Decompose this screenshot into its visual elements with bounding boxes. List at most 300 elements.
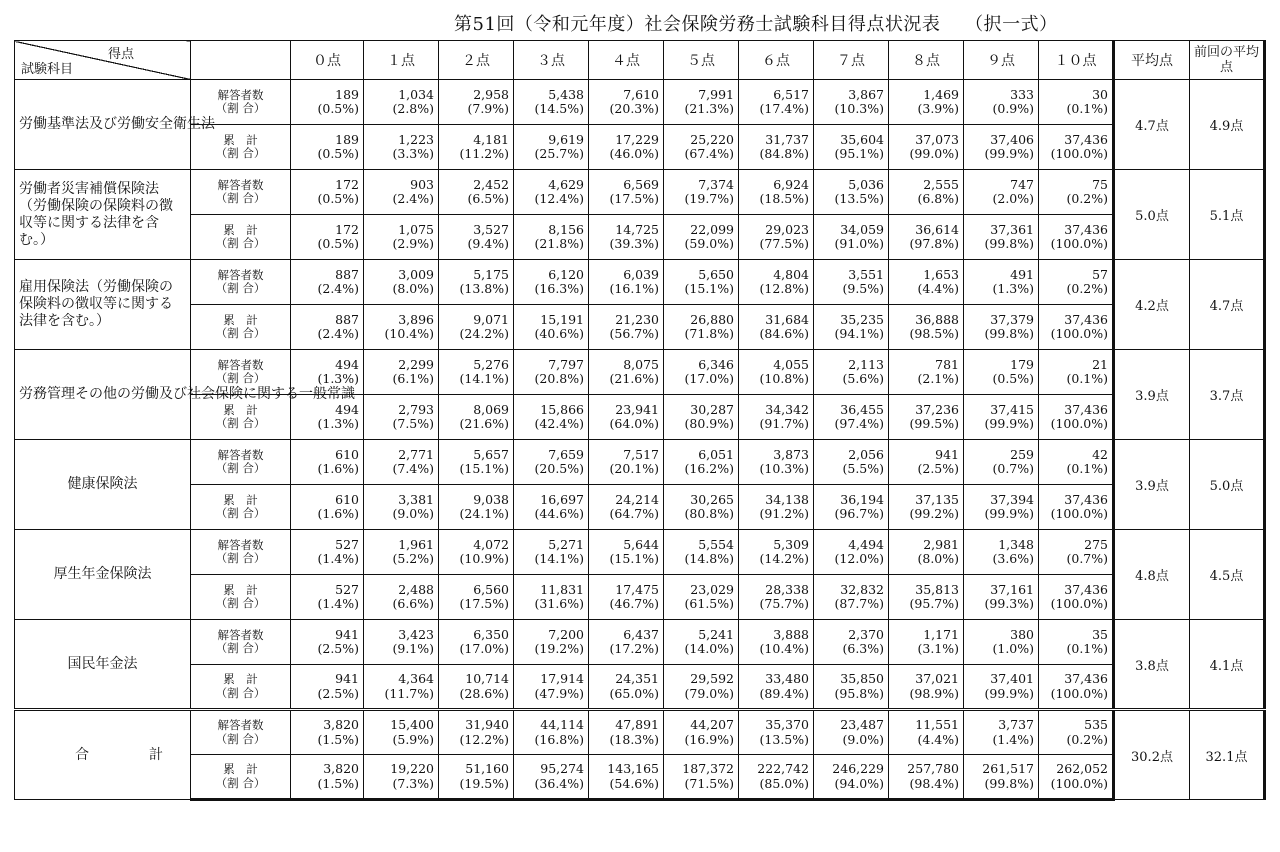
count-cell bbox=[964, 530, 1039, 575]
row-type-label bbox=[191, 305, 291, 350]
count-value: 6,569 bbox=[623, 176, 659, 192]
count-cell bbox=[364, 305, 439, 350]
percent-value: (12.4%) bbox=[534, 191, 584, 206]
count-value: 4,364 bbox=[398, 671, 434, 686]
count-cell bbox=[814, 260, 889, 305]
percent-value: (17.4%) bbox=[759, 101, 809, 116]
count-value: 37,436 bbox=[1064, 311, 1108, 327]
count-value: 2,555 bbox=[923, 176, 959, 192]
count-value: 3,867 bbox=[848, 86, 884, 102]
percent-value: (98.9%) bbox=[909, 685, 959, 701]
row-type-line: 解答者数 bbox=[217, 718, 264, 732]
percent-value: (99.8%) bbox=[984, 326, 1034, 341]
count-cell bbox=[514, 710, 589, 755]
percent-value: (5.9%) bbox=[392, 731, 434, 747]
count-value: 37,436 bbox=[1064, 491, 1108, 507]
count-cell bbox=[514, 350, 589, 395]
count-cell bbox=[814, 125, 889, 170]
percent-value: (10.8%) bbox=[759, 371, 809, 386]
percent-value: (85.0%) bbox=[759, 775, 809, 791]
count-cell bbox=[814, 305, 889, 350]
percent-value: (1.4%) bbox=[317, 596, 359, 611]
count-value: 36,455 bbox=[840, 401, 884, 417]
count-value: 1,469 bbox=[923, 86, 959, 102]
count-cell bbox=[514, 755, 589, 800]
count-value: 5,036 bbox=[848, 176, 884, 192]
count-cell bbox=[964, 125, 1039, 170]
count-cell bbox=[964, 485, 1039, 530]
count-cell bbox=[889, 170, 964, 215]
percent-value: (2.1%) bbox=[917, 371, 959, 386]
count-cell bbox=[1039, 170, 1114, 215]
average-value: 4.8点 bbox=[1114, 530, 1190, 620]
score-col-header: ７点 bbox=[814, 41, 889, 80]
count-cell bbox=[514, 170, 589, 215]
count-value: 31,737 bbox=[765, 131, 809, 147]
count-value: 941 bbox=[335, 671, 359, 686]
previous-average-value: 4.1点 bbox=[1190, 620, 1265, 710]
percent-value: (6.3%) bbox=[842, 641, 884, 656]
row-label-header bbox=[191, 41, 291, 80]
percent-value: (11.2%) bbox=[459, 146, 509, 161]
row-type-line: 累 計 bbox=[223, 762, 258, 776]
count-cell bbox=[364, 575, 439, 620]
count-cell bbox=[291, 710, 364, 755]
count-value: 261,517 bbox=[982, 761, 1034, 776]
percent-value: (0.5%) bbox=[317, 191, 359, 206]
score-col-header: ８点 bbox=[889, 41, 964, 80]
count-value: 28,338 bbox=[765, 581, 809, 597]
average-value: 3.9点 bbox=[1114, 440, 1190, 530]
count-value: 4,494 bbox=[848, 536, 884, 552]
count-value: 30 bbox=[1092, 86, 1108, 102]
count-cell bbox=[514, 530, 589, 575]
count-value: 2,488 bbox=[398, 581, 434, 597]
count-value: 275 bbox=[1084, 536, 1108, 552]
percent-value: (56.7%) bbox=[609, 326, 659, 341]
count-value: 33,480 bbox=[765, 671, 809, 686]
percent-value: (16.1%) bbox=[609, 281, 659, 296]
count-cell bbox=[814, 170, 889, 215]
subject-name: 雇用保険法（労働保険の保険料の徴収等に関する法律を含む。） bbox=[15, 260, 191, 350]
count-value: 257,780 bbox=[907, 761, 959, 776]
count-cell bbox=[364, 530, 439, 575]
count-cell bbox=[514, 305, 589, 350]
average-value: 4.7点 bbox=[1114, 80, 1190, 170]
count-value: 1,171 bbox=[923, 626, 959, 642]
count-cell bbox=[889, 755, 964, 800]
percent-value: (3.9%) bbox=[917, 101, 959, 116]
percent-value: (99.0%) bbox=[909, 146, 959, 161]
count-value: 4,804 bbox=[773, 266, 809, 282]
count-value: 17,475 bbox=[615, 581, 659, 597]
subject-name: 国民年金法 bbox=[15, 620, 191, 710]
count-value: 5,657 bbox=[473, 446, 509, 462]
score-header-label: 得点 bbox=[107, 47, 134, 62]
count-cell bbox=[739, 125, 814, 170]
percent-value: (18.3%) bbox=[609, 731, 659, 747]
count-value: 5,650 bbox=[698, 266, 734, 282]
count-cell bbox=[739, 620, 814, 665]
count-value: 941 bbox=[935, 446, 959, 462]
percent-value: (36.4%) bbox=[534, 775, 584, 791]
count-cell bbox=[964, 710, 1039, 755]
count-value: 31,940 bbox=[465, 717, 509, 732]
count-value: 36,888 bbox=[915, 311, 959, 327]
count-cell bbox=[964, 440, 1039, 485]
count-cell bbox=[589, 485, 664, 530]
count-value: 32,832 bbox=[840, 581, 884, 597]
count-cell bbox=[664, 80, 739, 125]
percent-value: (16.8%) bbox=[534, 731, 584, 747]
count-cell bbox=[364, 755, 439, 800]
percent-value: (0.5%) bbox=[317, 101, 359, 116]
percent-value: (91.2%) bbox=[759, 506, 809, 521]
percent-value: (14.5%) bbox=[534, 101, 584, 116]
row-type-line: （割 合） bbox=[215, 236, 266, 250]
count-cell bbox=[291, 260, 364, 305]
count-cell bbox=[814, 530, 889, 575]
percent-value: (12.2%) bbox=[459, 731, 509, 747]
count-cell bbox=[589, 305, 664, 350]
percent-value: (1.0%) bbox=[992, 641, 1034, 656]
percent-value: (67.4%) bbox=[684, 146, 734, 161]
percent-value: (0.7%) bbox=[992, 461, 1034, 476]
percent-value: (99.9%) bbox=[984, 506, 1034, 521]
count-cell bbox=[739, 305, 814, 350]
percent-value: (98.5%) bbox=[909, 326, 959, 341]
count-cell bbox=[514, 395, 589, 440]
percent-value: (59.0%) bbox=[684, 236, 734, 251]
count-value: 1,075 bbox=[398, 221, 434, 237]
count-value: 887 bbox=[335, 266, 359, 282]
count-cell bbox=[364, 215, 439, 260]
row-type-line: 累 計 bbox=[223, 312, 258, 327]
percent-value: (12.8%) bbox=[759, 281, 809, 296]
percent-value: (7.4%) bbox=[392, 461, 434, 476]
cumulative-row bbox=[15, 575, 1265, 620]
count-value: 527 bbox=[335, 581, 359, 597]
count-cell bbox=[589, 260, 664, 305]
percent-value: (0.2%) bbox=[1066, 731, 1108, 747]
percent-value: (100.0%) bbox=[1050, 506, 1108, 521]
row-type-line: 解答者数 bbox=[217, 357, 264, 372]
percent-value: (97.4%) bbox=[834, 416, 884, 431]
count-value: 1,034 bbox=[398, 86, 434, 102]
count-cell bbox=[514, 575, 589, 620]
count-value: 3,737 bbox=[998, 717, 1034, 732]
count-cell bbox=[439, 395, 514, 440]
count-value: 7,797 bbox=[548, 356, 584, 372]
percent-value: (4.4%) bbox=[917, 281, 959, 296]
count-value: 4,629 bbox=[548, 176, 584, 192]
count-cell bbox=[291, 485, 364, 530]
percent-value: (44.6%) bbox=[534, 506, 584, 521]
percent-value: (17.5%) bbox=[459, 596, 509, 611]
count-cell bbox=[739, 755, 814, 800]
count-value: 2,958 bbox=[473, 86, 509, 102]
count-value: 34,059 bbox=[840, 221, 884, 237]
count-cell bbox=[739, 395, 814, 440]
count-cell bbox=[364, 440, 439, 485]
count-value: 37,401 bbox=[990, 671, 1034, 686]
count-value: 21,230 bbox=[615, 311, 659, 327]
score-col-header: １０点 bbox=[1039, 41, 1114, 80]
previous-average-value: 3.7点 bbox=[1190, 350, 1265, 440]
percent-value: (84.6%) bbox=[759, 326, 809, 341]
count-value: 16,697 bbox=[540, 491, 584, 507]
count-cell bbox=[589, 575, 664, 620]
count-value: 172 bbox=[335, 176, 359, 192]
count-value: 5,554 bbox=[698, 536, 734, 552]
count-value: 3,551 bbox=[848, 266, 884, 282]
percent-value: (16.2%) bbox=[684, 461, 734, 476]
row-type-line: （割 合） bbox=[215, 416, 266, 430]
count-cell bbox=[364, 485, 439, 530]
count-value: 903 bbox=[410, 176, 434, 192]
count-cell bbox=[1039, 440, 1114, 485]
average-value: 4.2点 bbox=[1114, 260, 1190, 350]
count-cell bbox=[964, 170, 1039, 215]
count-value: 6,120 bbox=[548, 266, 584, 282]
count-cell bbox=[514, 665, 589, 710]
percent-value: (12.0%) bbox=[834, 551, 884, 566]
percent-value: (2.4%) bbox=[317, 281, 359, 296]
count-cell bbox=[739, 170, 814, 215]
count-value: 29,592 bbox=[690, 671, 734, 686]
percent-value: (1.4%) bbox=[317, 551, 359, 566]
percent-value: (80.8%) bbox=[684, 506, 734, 521]
percent-value: (89.4%) bbox=[759, 685, 809, 701]
count-cell bbox=[589, 530, 664, 575]
percent-value: (71.5%) bbox=[684, 775, 734, 791]
percent-value: (0.1%) bbox=[1066, 641, 1108, 656]
count-value: 535 bbox=[1084, 717, 1108, 732]
count-value: 15,191 bbox=[540, 311, 584, 327]
count-value: 8,075 bbox=[623, 356, 659, 372]
count-cell bbox=[291, 125, 364, 170]
percent-value: (15.1%) bbox=[684, 281, 734, 296]
count-cell bbox=[514, 260, 589, 305]
count-value: 5,438 bbox=[548, 86, 584, 102]
percent-value: (14.0%) bbox=[684, 641, 734, 656]
count-cell bbox=[889, 215, 964, 260]
count-cell bbox=[739, 215, 814, 260]
count-value: 143,165 bbox=[607, 761, 659, 776]
count-value: 9,038 bbox=[473, 491, 509, 507]
row-type-line: 累 計 bbox=[223, 132, 258, 147]
percent-value: (2.9%) bbox=[392, 236, 434, 251]
percent-value: (5.5%) bbox=[842, 461, 884, 476]
percent-value: (91.0%) bbox=[834, 236, 884, 251]
percent-value: (8.0%) bbox=[392, 281, 434, 296]
count-value: 36,614 bbox=[915, 221, 959, 237]
percent-value: (1.6%) bbox=[317, 506, 359, 521]
count-cell bbox=[439, 350, 514, 395]
count-value: 37,436 bbox=[1064, 401, 1108, 417]
count-cell bbox=[589, 710, 664, 755]
count-value: 259 bbox=[1010, 446, 1034, 462]
score-col-header: ０点 bbox=[291, 41, 364, 80]
count-cell bbox=[439, 710, 514, 755]
count-cell bbox=[514, 440, 589, 485]
score-col-header: １点 bbox=[364, 41, 439, 80]
row-type-line: （割 合） bbox=[215, 641, 266, 655]
count-value: 262,052 bbox=[1056, 761, 1108, 776]
count-cell bbox=[1039, 350, 1114, 395]
count-cell bbox=[739, 710, 814, 755]
percent-value: (1.4%) bbox=[992, 731, 1034, 747]
count-value: 34,138 bbox=[765, 491, 809, 507]
count-cell bbox=[889, 440, 964, 485]
count-value: 35,604 bbox=[840, 131, 884, 147]
count-value: 1,223 bbox=[398, 131, 434, 147]
percent-value: (2.5%) bbox=[317, 685, 359, 701]
percent-value: (14.2%) bbox=[759, 551, 809, 566]
count-cell bbox=[291, 305, 364, 350]
percent-value: (100.0%) bbox=[1050, 416, 1108, 431]
count-value: 44,207 bbox=[690, 717, 734, 732]
count-value: 23,029 bbox=[690, 581, 734, 597]
percent-value: (20.3%) bbox=[609, 101, 659, 116]
percent-value: (14.1%) bbox=[459, 371, 509, 386]
count-value: 37,436 bbox=[1064, 131, 1108, 147]
row-type-line: （割 合） bbox=[215, 685, 266, 700]
count-cell bbox=[814, 350, 889, 395]
count-value: 7,517 bbox=[623, 446, 659, 462]
count-cell bbox=[439, 215, 514, 260]
count-cell bbox=[964, 350, 1039, 395]
percent-value: (9.0%) bbox=[842, 731, 884, 747]
count-value: 2,981 bbox=[923, 536, 959, 552]
percent-value: (9.4%) bbox=[467, 236, 509, 251]
count-cell bbox=[1039, 575, 1114, 620]
count-value: 5,644 bbox=[623, 536, 659, 552]
percent-value: (94.0%) bbox=[834, 775, 884, 791]
count-cell bbox=[291, 170, 364, 215]
count-cell bbox=[664, 620, 739, 665]
count-cell bbox=[291, 530, 364, 575]
count-value: 5,241 bbox=[698, 626, 734, 642]
count-value: 7,200 bbox=[548, 626, 584, 642]
percent-value: (8.0%) bbox=[917, 551, 959, 566]
count-cell bbox=[291, 575, 364, 620]
percent-value: (21.6%) bbox=[459, 416, 509, 431]
count-value: 6,437 bbox=[623, 626, 659, 642]
count-value: 22,099 bbox=[690, 221, 734, 237]
percent-value: (10.4%) bbox=[759, 641, 809, 656]
count-value: 6,051 bbox=[698, 446, 734, 462]
diagonal-header-cell bbox=[15, 41, 191, 80]
percent-value: (0.1%) bbox=[1066, 101, 1108, 116]
row-type-line: （割 合） bbox=[215, 191, 266, 205]
count-cell bbox=[1039, 485, 1114, 530]
percent-value: (17.2%) bbox=[609, 641, 659, 656]
count-value: 36,194 bbox=[840, 491, 884, 507]
count-value: 26,880 bbox=[690, 311, 734, 327]
subject-header-label: 試験科目 bbox=[21, 62, 74, 77]
count-value: 21 bbox=[1092, 356, 1108, 372]
count-cell bbox=[291, 755, 364, 800]
percent-value: (15.1%) bbox=[459, 461, 509, 476]
count-value: 34,342 bbox=[765, 401, 809, 417]
average-value: 30.2点 bbox=[1114, 710, 1190, 800]
percent-value: (46.7%) bbox=[609, 596, 659, 611]
count-value: 37,135 bbox=[915, 491, 959, 507]
count-value: 44,114 bbox=[540, 717, 584, 732]
count-cell bbox=[964, 575, 1039, 620]
count-cell bbox=[589, 350, 664, 395]
count-cell bbox=[364, 395, 439, 440]
cumulative-row bbox=[15, 305, 1265, 350]
count-value: 527 bbox=[335, 536, 359, 552]
score-col-header: ３点 bbox=[514, 41, 589, 80]
count-value: 494 bbox=[335, 356, 359, 372]
count-value: 37,361 bbox=[990, 221, 1034, 237]
count-value: 23,487 bbox=[840, 717, 884, 732]
percent-value: (16.3%) bbox=[534, 281, 584, 296]
count-value: 37,436 bbox=[1064, 221, 1108, 237]
count-value: 610 bbox=[335, 491, 359, 507]
average-header: 平均点 bbox=[1114, 41, 1190, 80]
count-value: 7,374 bbox=[698, 176, 734, 192]
count-value: 6,350 bbox=[473, 626, 509, 642]
score-status-table bbox=[14, 40, 1266, 801]
count-value: 222,742 bbox=[757, 761, 809, 776]
count-value: 37,436 bbox=[1064, 581, 1108, 597]
count-value: 17,914 bbox=[540, 671, 584, 686]
count-cell bbox=[664, 530, 739, 575]
count-value: 95,274 bbox=[540, 761, 584, 776]
count-cell bbox=[589, 395, 664, 440]
count-value: 37,161 bbox=[990, 581, 1034, 597]
percent-value: (17.5%) bbox=[609, 191, 659, 206]
percent-value: (5.2%) bbox=[392, 551, 434, 566]
count-value: 4,181 bbox=[473, 131, 509, 147]
count-value: 2,113 bbox=[848, 356, 884, 372]
count-value: 4,072 bbox=[473, 536, 509, 552]
score-col-header: ２点 bbox=[439, 41, 514, 80]
count-cell bbox=[439, 665, 514, 710]
count-value: 8,156 bbox=[548, 221, 584, 237]
count-cell bbox=[364, 350, 439, 395]
percent-value: (24.2%) bbox=[459, 326, 509, 341]
count-cell bbox=[291, 440, 364, 485]
count-value: 189 bbox=[335, 86, 359, 102]
count-cell bbox=[664, 305, 739, 350]
percent-value: (0.1%) bbox=[1066, 461, 1108, 476]
count-value: 75 bbox=[1092, 176, 1108, 192]
count-value: 3,423 bbox=[398, 626, 434, 642]
count-cell bbox=[439, 530, 514, 575]
percent-value: (54.6%) bbox=[609, 775, 659, 791]
count-cell bbox=[964, 620, 1039, 665]
count-cell bbox=[889, 125, 964, 170]
percent-value: (77.5%) bbox=[759, 236, 809, 251]
percent-value: (95.1%) bbox=[834, 146, 884, 161]
percent-value: (100.0%) bbox=[1050, 146, 1108, 161]
count-value: 781 bbox=[935, 356, 959, 372]
row-type-line: （割 合） bbox=[215, 101, 266, 115]
count-value: 35,235 bbox=[840, 311, 884, 327]
count-value: 189 bbox=[335, 131, 359, 147]
count-value: 494 bbox=[335, 401, 359, 417]
count-value: 172 bbox=[335, 221, 359, 237]
count-value: 2,370 bbox=[848, 626, 884, 642]
count-value: 7,610 bbox=[623, 86, 659, 102]
percent-value: (20.8%) bbox=[534, 371, 584, 386]
row-type-line: 累 計 bbox=[223, 402, 258, 417]
